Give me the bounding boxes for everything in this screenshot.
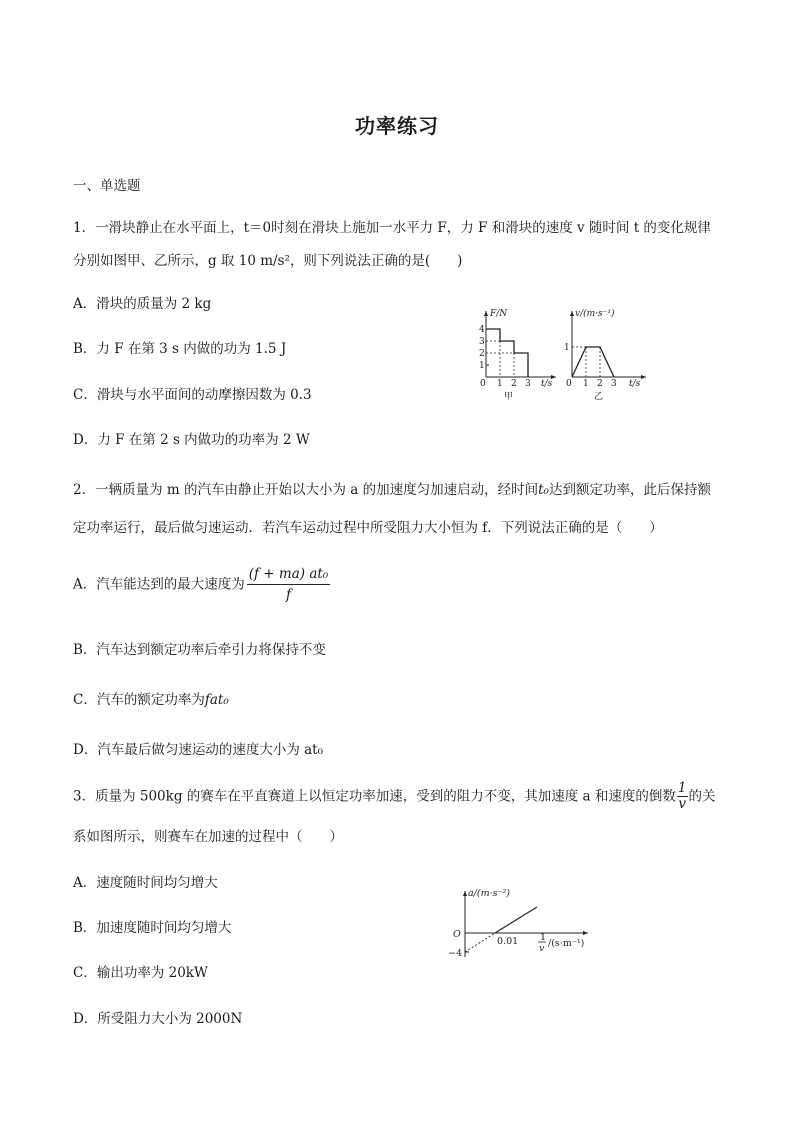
fig-b-x-arrow [641,375,646,379]
q3-option-a: A．速度随时间均匀增大 [73,875,218,891]
fig-a-ytick-4: 4 [479,325,485,335]
fig-a-xtick-0: 0 [480,379,486,389]
q2-option-a-fraction [247,566,330,603]
fig-a-xtick-1: 1 [497,379,503,389]
q2-option-d: D．汽车最后做匀速运动的速度大小为 at₀ [73,742,323,758]
section-heading: 一、单选题 [73,178,141,194]
q2-option-a [73,566,330,603]
fig-a-xtick-2: 2 [511,379,517,389]
q1-figure-force-time [470,305,562,403]
fig-a-ytick-1: 1 [479,361,485,371]
q2-stem-line1 [73,482,711,498]
q1-option-b: B．力 F 在第 3 s 内做的功为 1.5 J [73,341,287,357]
fig-q3-extrapolation [465,933,495,952]
fig-a-xtick-3: 3 [525,379,531,389]
fig-q3-ytick: −4 [448,948,463,959]
fig-a-ylabel: F/N [490,309,508,319]
q2-stem-line2: 定功率运行，最后做匀速运动．若汽车运动过程中所受阻力大小恒为 f．下列说法正确的是（ ） [73,520,663,536]
q1-figure-velocity-time [560,305,652,403]
fig-q3-x-arrow [583,931,588,935]
q2-option-b: B．汽车达到额定功率后牵引力将保持不变 [73,642,326,658]
fig-q3-xlabel-den: v [539,943,545,954]
page-title: 功率练习 [355,114,439,138]
q2-option-a-numerator: (f + ma) at₀ [247,566,330,585]
q1-stem-line1: 1．一滑块静止在水平面上，t＝0时刻在滑块上施加一水平力 F，力 F 和滑块的速度 v 随时间 t 的变化规律 [73,220,711,236]
q3-stem-line1-pre: 3．质量为 500kg 的赛车在平直赛道上以恒定功率加速，受到的阻力不变，其加速度 a 和速度的倒数 [73,788,676,805]
q2-stem-time-var: t₀ [538,482,549,498]
fig-q3-y-arrow [463,891,467,896]
q3-stem-fraction [677,781,688,812]
fig-q3-line [495,907,537,933]
q3-figure-acceleration [445,885,595,965]
q2-option-c-text: C．汽车的额定功率为 [73,692,205,708]
fig-b-ylabel: v/(m·s⁻¹) [575,309,615,319]
fig-b-guides [572,347,600,377]
fig-a-ytick-3: 3 [479,337,485,347]
fig-b-caption: 乙 [594,392,604,402]
q1-stem-line2: 分别如图甲、乙所示，g 取 10 m/s²，则下列说法正确的是( ) [73,253,463,269]
fig-q3-xtick: 0.01 [497,936,519,947]
q3-option-d: D．所受阻力大小为 2000N [73,1011,243,1027]
q3-option-b: B．加速度随时间均匀增大 [73,920,232,936]
q2-stem-line1-pre: 2．一辆质量为 m 的汽车由静止开始以大小为 a 的加速度匀加速启动，经时间 [73,482,539,498]
q2-stem-line1-post: 达到额定功率，此后保持额 [548,482,711,498]
q2-option-c [73,692,229,708]
fig-b-y-arrow [570,311,574,316]
fig-b-xtick-1: 1 [583,379,589,389]
q2-option-a-denominator: f [285,587,291,603]
fig-q3-xlabel-num: 1 [540,932,547,943]
q3-stem-fraction-den: v [678,796,687,812]
q3-stem-line2: 系如图所示，则赛车在加速的过程中（ ） [73,829,343,845]
fig-a-caption: 甲 [504,392,514,402]
q3-stem-fraction-num: 1 [677,780,687,796]
fig-b-xtick-2: 2 [597,379,603,389]
fig-a-ytick-2: 2 [479,349,485,359]
fig-a-xlabel: t/s [541,379,553,389]
fig-b-xlabel: t/s [629,379,641,389]
fig-b-velocity-line [572,347,614,377]
fig-a-y-arrow [484,311,488,316]
q2-option-c-formula: fat₀ [204,692,229,708]
fig-q3-xlabel-unit: /(s·m⁻¹) [548,938,585,949]
q3-stem-line1 [73,781,716,812]
fig-b-xtick-3: 3 [611,379,617,389]
fig-q3-origin: O [453,929,461,940]
q1-option-a: A．滑块的质量为 2 kg [73,296,212,312]
q1-option-c: C．滑块与水平面间的动摩擦因数为 0.3 [73,387,312,403]
fig-q3-ylabel: a/(m·s⁻²) [468,888,511,899]
q3-stem-line1-post: 的关 [688,788,716,805]
fig-b-xtick-0: 0 [566,379,572,389]
q3-option-c: C．输出功率为 20kW [73,965,208,981]
q2-option-a-text: A．汽车能达到的最大速度为 [73,576,245,593]
q1-option-d: D．力 F 在第 2 s 内做功的功率为 2 W [73,432,310,448]
fig-a-guides [486,341,514,377]
fig-b-ytick-1: 1 [564,343,570,353]
